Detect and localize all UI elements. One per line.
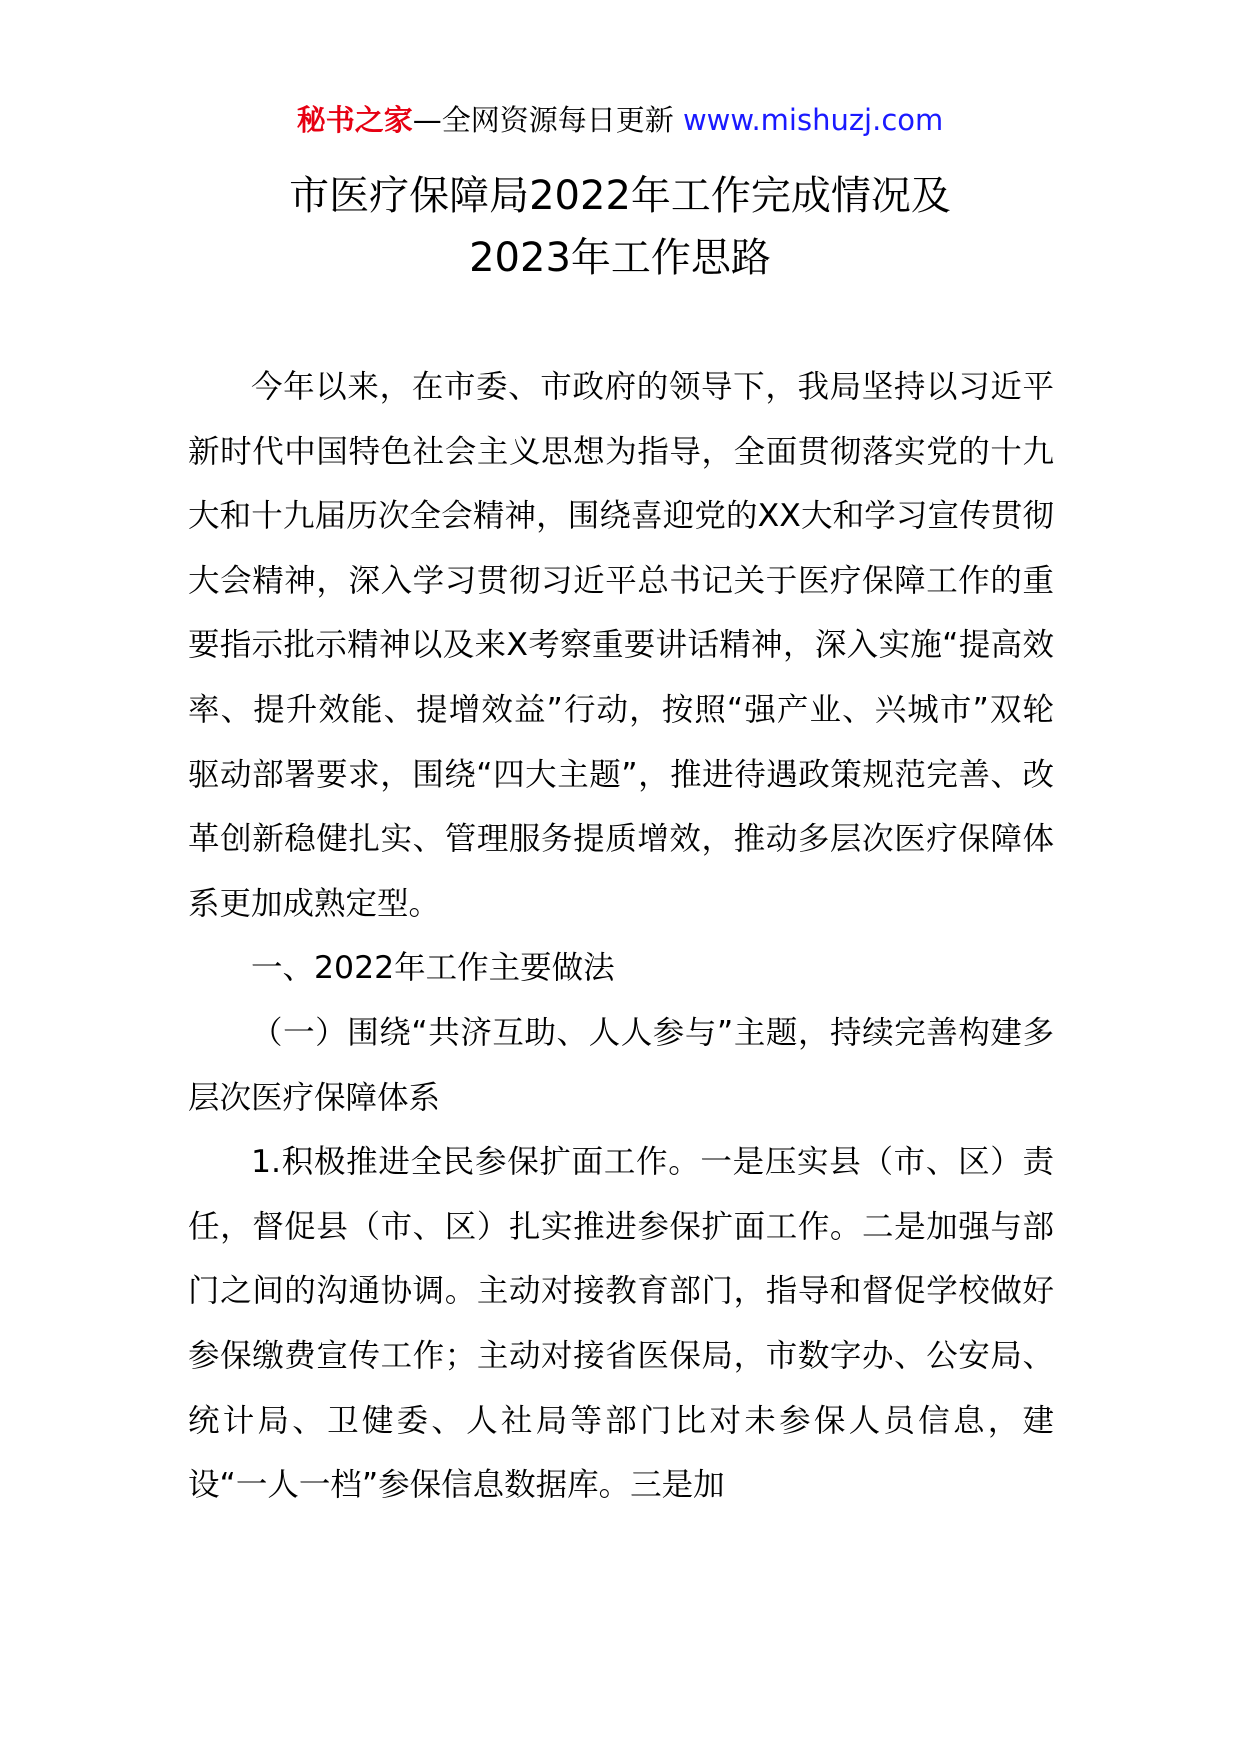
site-url-link[interactable]: www.mishuzj.com: [682, 103, 944, 137]
brand-name: 秘书之家: [296, 103, 413, 137]
title-line-2: 2023年工作思路: [469, 235, 771, 281]
document-title: [0, 165, 1240, 289]
subsection-heading: （一）围绕“共济互助、人人参与”主题，持续完善构建多层次医疗保障体系: [188, 1014, 1054, 1116]
site-header: [0, 100, 1240, 140]
document-body: [188, 355, 1054, 1518]
item-paragraph: 1.积极推进全民参保扩面工作。一是压实县（市、区）责任，督促县（市、区）扎实推进参保扩面工作。二是加强与部门之间的沟通协调。主动对接教育部门，指导和督促学校做好参保缴费宣传工作；主动对接省医保局，市数字办、公安局、统计局、卫健委、人社局等部门比对未参保人员信息，建设“一人一档”参保信息数据库。三是加: [188, 1144, 1054, 1504]
intro-paragraph: 今年以来，在市委、市政府的领导下，我局坚持以习近平新时代中国特色社会主义思想为指导，全面贯彻落实党的十九大和十九届历次全会精神，围绕喜迎党的XX大和学习宣传贯彻大会精神，深入学习贯彻习近平总书记关于医疗保障工作的重要指示批示精神以及来X考察重要讲话精神，深入实施“提高效率、提升效能、提增效益”行动，按照“强产业、兴城市”双轮驱动部署要求，围绕“四大主题”，推进待遇政策规范完善、改革创新稳健扎实、管理服务提质增效，推动多层次医疗保障体系更加成熟定型。: [188, 369, 1054, 922]
header-slogan: —全网资源每日更新: [412, 103, 674, 137]
title-line-1: 市医疗保障局2022年工作完成情况及: [289, 173, 951, 219]
section-heading: 一、2022年工作主要做法: [251, 950, 615, 987]
